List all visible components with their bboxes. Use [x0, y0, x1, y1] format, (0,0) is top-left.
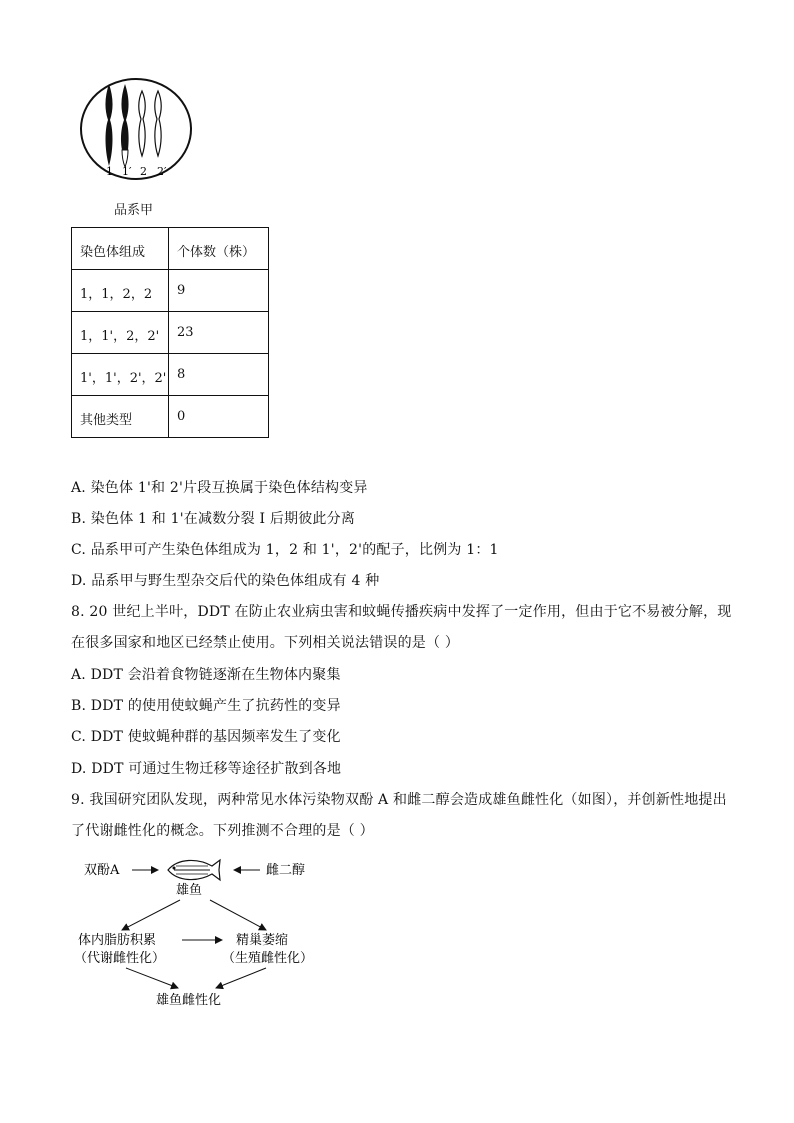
q8-stem-line1: 8. 20 世纪上半叶，DDT 在防止农业病虫害和蚊蝇传播疾病中发挥了一定作用，但由于它不易被分解，现	[71, 604, 732, 620]
chromosome-2prime	[155, 91, 161, 156]
table-row-3-count: 8	[177, 367, 186, 382]
chromosome-2	[139, 91, 145, 156]
feminization-diagram	[70, 848, 340, 1013]
q7-option-d: D. 品系甲与野生型杂交后代的染色体组成有 4 种	[71, 573, 380, 589]
table-header-composition: 染色体组成	[80, 245, 146, 260]
diagram-node-left-1: 体内脂肪积累	[78, 933, 157, 948]
q8-option-a: A. DDT 会沿着食物链逐渐在生物体内聚集	[71, 667, 341, 683]
table-row-2-count: 23	[177, 325, 194, 340]
diagram-input-left: 双酚A	[84, 863, 120, 878]
q8-option-d: D. DDT 可通过生物迁移等途径扩散到各地	[71, 761, 342, 777]
table-row-3-composition: 1'，1'，2'，2'	[80, 371, 167, 386]
table-header-count: 个体数（株）	[177, 245, 256, 260]
fish-icon	[168, 860, 220, 880]
table-row-4-composition: 其他类型	[80, 413, 133, 428]
q9-stem-line2: 了代谢雌性化的概念。下列推测不合理的是（ ）	[71, 823, 374, 839]
q7-option-c: C. 品系甲可产生染色体组成为 1，2 和 1'，2'的配子，比例为 1：1	[71, 542, 499, 558]
cell-outline	[81, 79, 191, 179]
diagram-node-right-2: （生殖雌性化）	[222, 951, 314, 966]
q7-option-a: A. 染色体 1'和 2'片段互换属于染色体结构变异	[71, 480, 368, 496]
q8-stem-line2: 在很多国家和地区已经禁止使用。下列相关说法错误的是（ ）	[71, 635, 460, 651]
chromosome-label-2: 2	[140, 165, 147, 178]
q8-option-c: C. DDT 使蚊蝇种群的基因频率发生了变化	[71, 729, 341, 745]
chromosome-label-1prime: 1′	[122, 165, 132, 178]
table-row-4-count: 0	[177, 409, 186, 424]
chromosome-label-1: 1	[106, 165, 113, 178]
chromosome-label-2prime: 2′	[157, 165, 167, 178]
diagram-fish-label: 雄鱼	[176, 883, 203, 898]
diagram-bottom: 雄鱼雌性化	[156, 993, 222, 1008]
table-row-1-count: 9	[177, 283, 186, 298]
diagram-input-right: 雌二醇	[266, 863, 306, 878]
chromosome-figure	[78, 78, 198, 188]
table-row-2-composition: 1，1'，2，2'	[80, 329, 160, 344]
diagram-node-left-2: （代谢雌性化）	[74, 951, 166, 966]
table-row-1-composition: 1，1，2，2	[80, 287, 153, 302]
chromosome-1prime	[121, 84, 129, 150]
chromosome-1	[105, 84, 112, 166]
q9-stem-line1: 9. 我国研究团队发现，两种常见水体污染物双酚 A 和雌二醇会造成雄鱼雌性化（如图），并创新性地提出	[71, 792, 727, 808]
figure-caption: 品系甲	[114, 203, 154, 218]
q7-option-b: B. 染色体 1 和 1'在减数分裂 I 后期彼此分离	[71, 511, 356, 527]
diagram-node-right-1: 精巢萎缩	[236, 933, 289, 948]
q8-option-b: B. DDT 的使用使蚊蝇产生了抗药性的变异	[71, 698, 341, 714]
